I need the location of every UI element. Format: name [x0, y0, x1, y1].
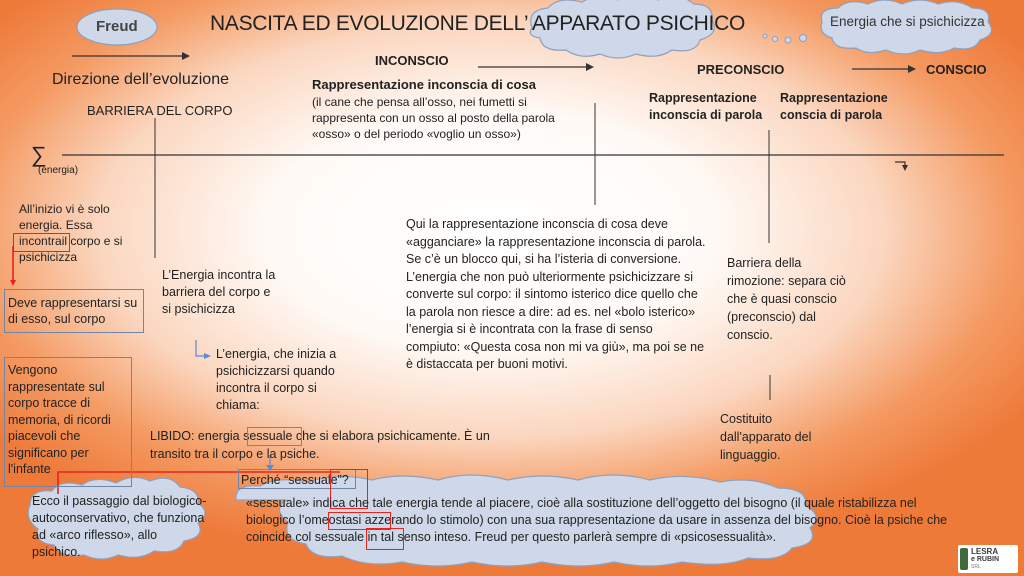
- incontra-word: incontra: [19, 234, 62, 248]
- repression-barrier-text: Barriera della rimozione: separa ciò che è quasi conscio (preconscio) dal conscio.: [727, 256, 846, 342]
- thought-bubble: [763, 34, 767, 38]
- arrow-head: [902, 165, 908, 171]
- energy-begins-text: L’energia, che inizia a psichicizzarsi quando incontra il corpo si chiama:: [216, 347, 337, 412]
- arrow-head: [586, 63, 594, 71]
- unconscious-word-label: Rappresentazione inconscia di parola: [649, 91, 763, 122]
- logo-line-3: SRL: [971, 564, 981, 570]
- ecco-text: Ecco il passaggio dal biologico-autoconservativo, che funziona ad «arco riflesso», allo psichico.: [32, 494, 207, 559]
- logo-line-2: e RUBIN: [971, 556, 1000, 563]
- why-sexual-text: Perché “sessuale”?: [241, 473, 349, 487]
- libido-connector: [196, 340, 208, 356]
- energy-cloud-label: Energia che si psichicizza: [830, 14, 985, 29]
- unconscious-thing-text: (il cane che pensa all’osso, nei fumetti si rappresenta con un osso al posto della parola «osso» o del periodo «voglio un osso»): [312, 95, 555, 141]
- energy-axis-label: (energia): [38, 165, 79, 176]
- psiche-highlight: [366, 528, 404, 550]
- thought-bubble: [800, 35, 807, 42]
- freud-label: Freud: [96, 18, 138, 35]
- sigma-symbol: ∑: [31, 142, 47, 167]
- logo-line-1: LESRA: [971, 547, 999, 556]
- incontra-highlight: [13, 233, 70, 252]
- preconscio-label: PRECONSCIO: [697, 62, 785, 77]
- evolution-direction-label: Direzione dell’evoluzione: [52, 71, 229, 88]
- sessuale-highlight: [247, 427, 302, 446]
- arrow-head: [908, 65, 916, 73]
- lesra-rubin-logo: [958, 545, 1018, 573]
- beginning-text-a: All’inizio vi è solo energia. Essa: [19, 202, 110, 232]
- language-text: Costituito dall'apparato del linguaggio.: [720, 412, 812, 462]
- arrow-head: [204, 353, 211, 359]
- thought-bubble: [785, 37, 791, 43]
- conscious-word-label: Rappresentazione conscia di parola: [780, 91, 888, 122]
- hook-explanation-text: Qui la rappresentazione inconscia di cosa deve «agganciare» la rappresentazione inconscia di parola. Se c’è un blocco qui, si ha l’isteria di conversione. L’energia che non può ulteriormente psichicizzare si converte sul corpo: il sintomo isterico dice quello che la parola non riesce a dire: ad es. nel «bolo isterico» l’energia si è incontrata con la frase di senso compiuto: «Questa cosa non mi va giù», ma poi se ne è distaccata per buoni motivi.: [406, 217, 706, 371]
- logo-mark-icon: [960, 548, 968, 570]
- libido-text: LIBIDO: energia sessuale che si elabora psichicamente. È un transito tra il corpo e la psiche.: [150, 429, 490, 461]
- deve-text: Deve rappresentarsi su di esso, sul corpo: [8, 296, 138, 326]
- energy-meets-text: L’Energia incontra la barriera del corpo e si psichicizza: [162, 268, 276, 316]
- conscio-label: CONSCIO: [926, 62, 987, 77]
- sexual-explanation-text: «sessuale» indica che tale energia tende al piacere, cioè alla sostituzione dell’oggetto del bisogno (il quale ristabilizza nel biologico l’omeostasi azzerando lo stimolo) con una sua rappresentazione da usare in assenza del bisogno. Cioè la psiche che coincide col sessuale in tal senso inteso. Freud per questo parlerà sempre di «psicosessualità».: [246, 496, 948, 544]
- body-barrier-label: BARRIERA DEL CORPO: [87, 103, 233, 118]
- arrow-head: [10, 280, 16, 286]
- vengono-text: Vengono rappresentate sul corpo tracce di memoria, di ricordi piacevoli che significano per l'infante: [8, 363, 111, 476]
- inconscio-label: INCONSCIO: [375, 53, 449, 68]
- beginning-text-b: il corpo e si psichicizza: [19, 234, 123, 264]
- thought-bubble: [773, 37, 778, 42]
- unconscious-thing-title: Rappresentazione inconscia di cosa: [312, 77, 536, 92]
- page-title: NASCITA ED EVOLUZIONE DELL’ APPARATO PSICHICO: [210, 12, 745, 35]
- arrow-head: [182, 52, 190, 60]
